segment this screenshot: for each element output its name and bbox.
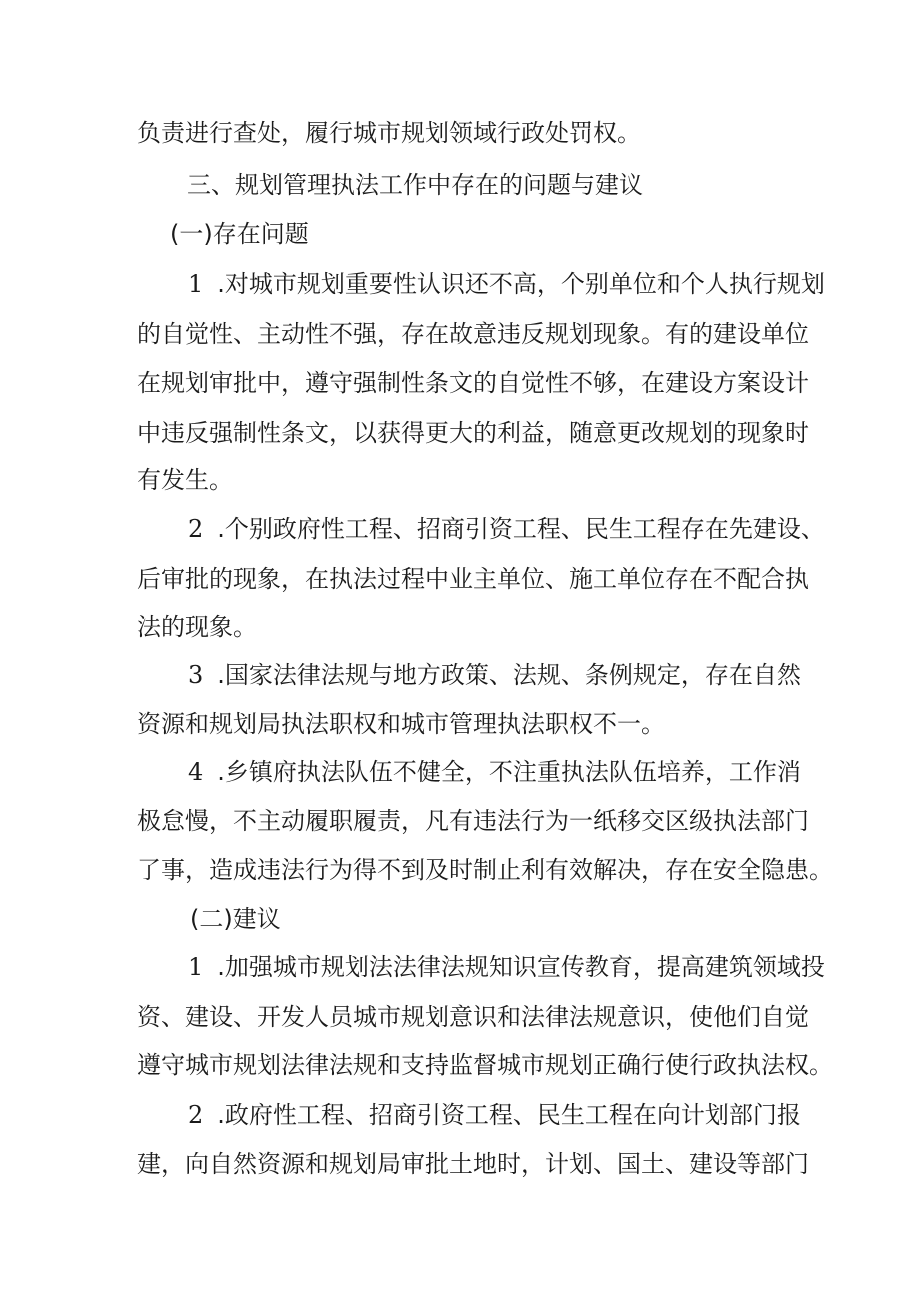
paragraph-line: 后审批的现象，在执法过程中业主单位、施工单位存在不配合执: [137, 565, 809, 593]
list-item-problem-3: 3 .国家法律法规与地方政策、法规、条例规定，存在自然: [188, 661, 801, 689]
paragraph-line: 中违反强制性条文，以获得更大的利益，随意更改规划的现象时: [137, 419, 809, 447]
subsection-heading-problems: (一)存在问题: [170, 220, 309, 248]
paragraph-line: 了事，造成违法行为得不到及时制止利有效解决，存在安全隐患。: [137, 856, 833, 884]
paragraph-line: 负责进行查处，履行城市规划领域行政处罚权。: [137, 119, 641, 147]
list-item-problem-4: 4 .乡镇府执法队伍不健全，不注重执法队伍培养，工作消: [188, 758, 801, 786]
paragraph-line: 在规划审批中，遵守强制性条文的自觉性不够，在建设方案设计: [137, 369, 809, 397]
list-item-problem-1: 1 .对城市规划重要性认识还不高，个别单位和个人执行规划: [188, 270, 825, 298]
item-number: 4: [188, 758, 204, 786]
paragraph-line: 极怠慢，不主动履职履责，凡有违法行为一纸移交区级执法部门: [137, 807, 809, 835]
paragraph-line: 建，向自然资源和规划局审批土地时，计划、国土、建设等部门: [137, 1150, 809, 1178]
item-number: 1: [188, 953, 204, 981]
list-item-suggestion-2: 2 .政府性工程、招商引资工程、民生工程在向计划部门报: [188, 1101, 801, 1129]
item-number: 3: [188, 661, 204, 689]
paragraph-line: 资、建设、开发人员城市规划意识和法律法规意识，使他们自觉: [137, 1003, 809, 1031]
subsection-heading-suggestions: (二)建议: [190, 905, 281, 933]
list-item-suggestion-1: 1 .加强城市规划法法律法规知识宣传教育，提高建筑领域投: [188, 953, 825, 981]
list-item-problem-2: 2 .个别政府性工程、招商引资工程、民生工程存在先建设、: [188, 515, 825, 543]
paragraph-line: 的自觉性、主动性不强，存在故意违反规划现象。有的建设单位: [137, 320, 809, 348]
section-heading: 三、规划管理执法工作中存在的问题与建议: [187, 171, 643, 199]
item-number: 2: [188, 1101, 204, 1129]
item-number: 1: [188, 270, 204, 298]
paragraph-line: 有发生。: [137, 466, 233, 494]
paragraph-line: 法的现象。: [137, 613, 257, 641]
paragraph-line: 资源和规划局执法职权和城市管理执法职权不一。: [137, 710, 665, 738]
paragraph-line: 遵守城市规划法律法规和支持监督城市规划正确行使行政执法权。: [137, 1051, 833, 1079]
item-number: 2: [188, 515, 204, 543]
